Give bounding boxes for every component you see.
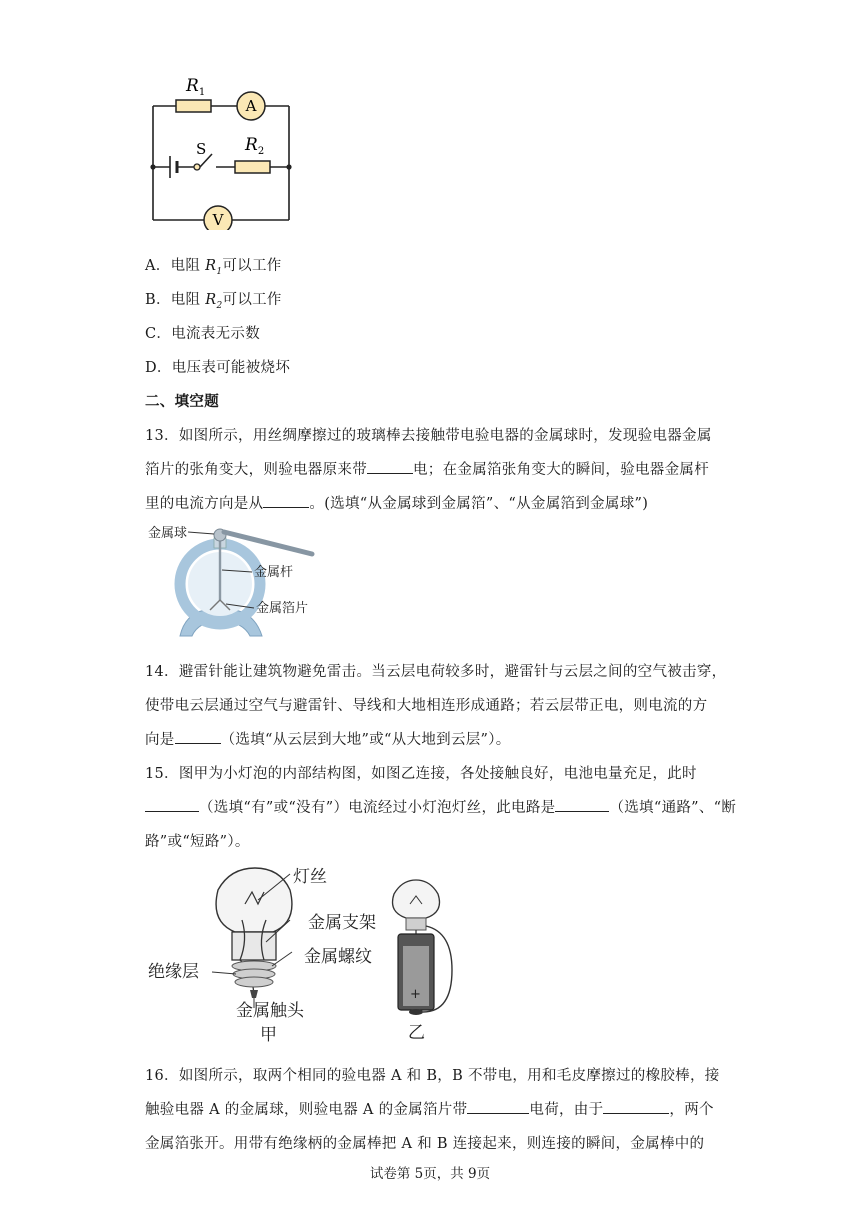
q16-line3: 金属箔张开。用带有绝缘柄的金属棒把 A 和 B 连接起来，则连接的瞬间，金属棒中的 — [145, 1136, 705, 1152]
q15-line1: 15．图甲为小灯泡的内部结构图，如图乙连接，各处接触良好，电池电量充足，此时 — [145, 766, 697, 782]
q13-line3: 里的电流方向是从 。(选填“从金属球到金属箔”、“从金属箔到金属球”) — [145, 492, 648, 513]
voltmeter-label: V — [212, 211, 224, 229]
node-right — [286, 164, 291, 169]
label-metal-foil: 金属箔片 — [256, 601, 309, 616]
q16-blank-1[interactable] — [467, 1099, 529, 1114]
r2-label: $R_2$ — [245, 135, 265, 157]
battery-plus: + — [410, 987, 421, 1002]
q15-blank-2[interactable] — [555, 797, 609, 812]
label-thread: 金属螺纹 — [304, 947, 372, 967]
resistor-r2 — [235, 161, 270, 173]
option-b: B．电阻 $R_2$可以工作 — [145, 292, 282, 311]
q16-line2: 触验电器 A 的金属球，则验电器 A 的金属箔片带 电荷，由于 ，两个 — [145, 1098, 714, 1119]
q16-line1: 16．如图所示，取两个相同的验电器 A 和 B，B 不带电，用和毛皮摩擦过的橡胶棒，接 — [145, 1068, 720, 1084]
r1-label: $R_1$ — [186, 76, 206, 98]
label-bracket: 金属支架 — [308, 913, 376, 933]
q15-blank-1[interactable] — [145, 797, 199, 812]
q16-blank-2[interactable] — [603, 1099, 669, 1114]
q14-blank[interactable] — [175, 729, 221, 744]
q15-line3: 路”或“短路”）。 — [145, 834, 250, 850]
label-jia: 甲 — [260, 1025, 277, 1045]
section-title: 二、填空题 — [145, 393, 219, 410]
label-yi: 乙 — [408, 1023, 425, 1043]
switch-label: S — [196, 140, 207, 158]
q15-line2: （选填“有”或“没有”）电流经过小灯泡灯丝，此电路是 （选填“通路”、“断 — [145, 796, 736, 817]
label-metal-rod: 金属杆 — [254, 565, 294, 580]
circuit-diagram — [140, 70, 305, 230]
q14-line2: 使带电云层通过空气与避雷针、导线和大地相连形成通路；若云层带正电，则电流的方 — [145, 698, 708, 714]
q13-line1: 13．如图所示，用丝绸摩擦过的玻璃棒去接触带电验电器的金属球时，发现验电器金属 — [145, 428, 712, 444]
q13-line2: 箔片的张角变大，则验电器原来带 电；在金属箔张角变大的瞬间，验电器金属杆 — [145, 458, 709, 479]
electroscope-figure — [140, 518, 320, 646]
q13-blank-1[interactable] — [367, 459, 413, 474]
page-footer: 试卷第 5页，共 9页 — [369, 1166, 491, 1182]
option-d: D．电压表可能被烧坏 — [145, 360, 291, 376]
label-filament: 灯丝 — [293, 867, 327, 887]
label-metal-ball: 金属球 — [148, 526, 188, 541]
label-insulator: 绝缘层 — [148, 962, 199, 982]
option-c: C．电流表无示数 — [145, 326, 260, 342]
label-contact: 金属触头 — [236, 1001, 304, 1021]
switch-contact — [194, 164, 200, 170]
q14-line3: 向是 （选填“从云层到大地”或“从大地到云层”）。 — [145, 728, 511, 749]
q13-blank-2[interactable] — [263, 493, 309, 508]
bulb-figure — [140, 860, 480, 1050]
resistor-r1 — [176, 100, 211, 112]
ammeter-label: A — [245, 97, 257, 115]
q14-line1: 14．避雷针能让建筑物避免雷击。当云层电荷较多时，避雷针与云层之间的空气被击穿， — [145, 664, 727, 680]
option-a: A．电阻 $R_1$可以工作 — [145, 258, 282, 277]
node-left — [150, 164, 155, 169]
